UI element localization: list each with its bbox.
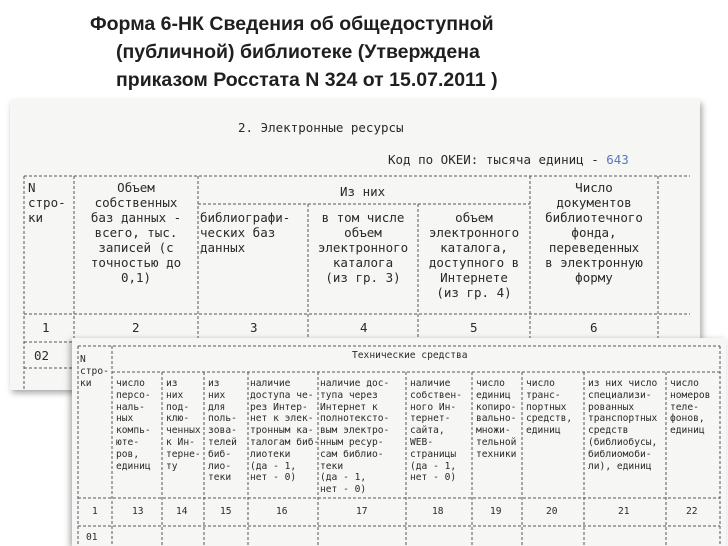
okei-label: Код по ОКЕИ: тысяча единиц - 643 [388,152,629,167]
tech-col-number-15: 15 [220,506,232,517]
tech-col-number-21: 21 [618,506,630,517]
col-number-2: 2 [132,320,140,335]
tech-col-special: из них число специализи- рованных транспортных средств (библиобусы, библиомоби- ли), единиц [588,378,658,472]
title-line-2: (публичной) библиотеке (Утверждена [116,41,480,63]
tech-col-n-header: N стро- ки [80,354,109,389]
col-bibliographic-header: библиографи- ческих баз данных [200,210,291,255]
tech-col-transport: число транс- портных средств, единиц [526,378,573,437]
tech-col-number-1: 1 [92,506,98,517]
tech-col-number-14: 14 [176,506,188,517]
tech-col-number-20: 20 [546,506,558,517]
col-catalog-header: в том числе объем электронного каталога (из гр. 3) [317,210,409,285]
title-line-1: Форма 6-НК Сведения об общедоступной [90,13,494,35]
col-number-1: 1 [42,320,50,335]
col-number-6: 6 [590,320,598,335]
col-catalog-internet-header: объем электронного каталога, доступного в Интернете (из гр. 4) [428,210,520,300]
tech-col-users-pc: из них для поль- зова- телей биб- лио- теки [208,378,237,484]
tech-col-copy: число единиц копиро- вально- множи- тельной техники [476,378,517,460]
title-line-3: приказом Росстата N 324 от 15.07.2011 ) [116,69,498,91]
tech-col-internet-pc: из них под- клю- ченных к Ин- терне- ту [166,378,201,472]
col-number-5: 5 [470,320,478,335]
tech-col-website: наличие собствен- ного Ин- тернет- сайта, WEB- страницы (да - 1, нет - 0) [410,378,462,484]
tech-col-remote-access: наличие дос- тупа через Интернет к полнотексто- вым электро- нным ресур- сам библио- теки (да - 1, нет - 0) [320,378,390,496]
tech-col-phone: число номеров теле- фонов, единиц [670,378,711,437]
tech-col-number-16: 16 [276,506,288,517]
tech-col-number-19: 19 [490,506,502,517]
tech-col-pc: число персо- наль- ных компь- юте- ров, единиц [116,378,151,472]
col-number-4: 4 [360,320,368,335]
tech-col-number-22: 22 [686,506,698,517]
tech-row-code: 01 [86,532,98,543]
tech-col-number-17: 17 [356,506,368,517]
group-header-of-which: Из них [340,184,386,199]
tech-col-number-18: 18 [432,506,444,517]
tech-group-header: Технические средства [352,350,468,361]
tech-col-number-13: 13 [132,506,144,517]
section-heading: 2. Электронные ресурсы [238,120,404,135]
col-n-header: N стро- ки [28,180,66,225]
col-docs-header: Число документов библиотечного фонда, переведенных в электронную форму [545,180,643,285]
col-number-3: 3 [250,320,258,335]
tech-col-catalog-access: наличие доступа че- рез Интер- нет к элек- тронным ка- талогам биб- лиотеки (да - 1, нет - 0) [250,378,320,484]
okei-code: 643 [606,152,629,167]
technical-facilities-scan [72,338,726,546]
slide-title [90,10,690,94]
col-volume-header: Объем собственных баз данных - всего, тыс. записей (с точностью до 0,1) [90,180,182,285]
row-code: 02 [34,348,50,363]
